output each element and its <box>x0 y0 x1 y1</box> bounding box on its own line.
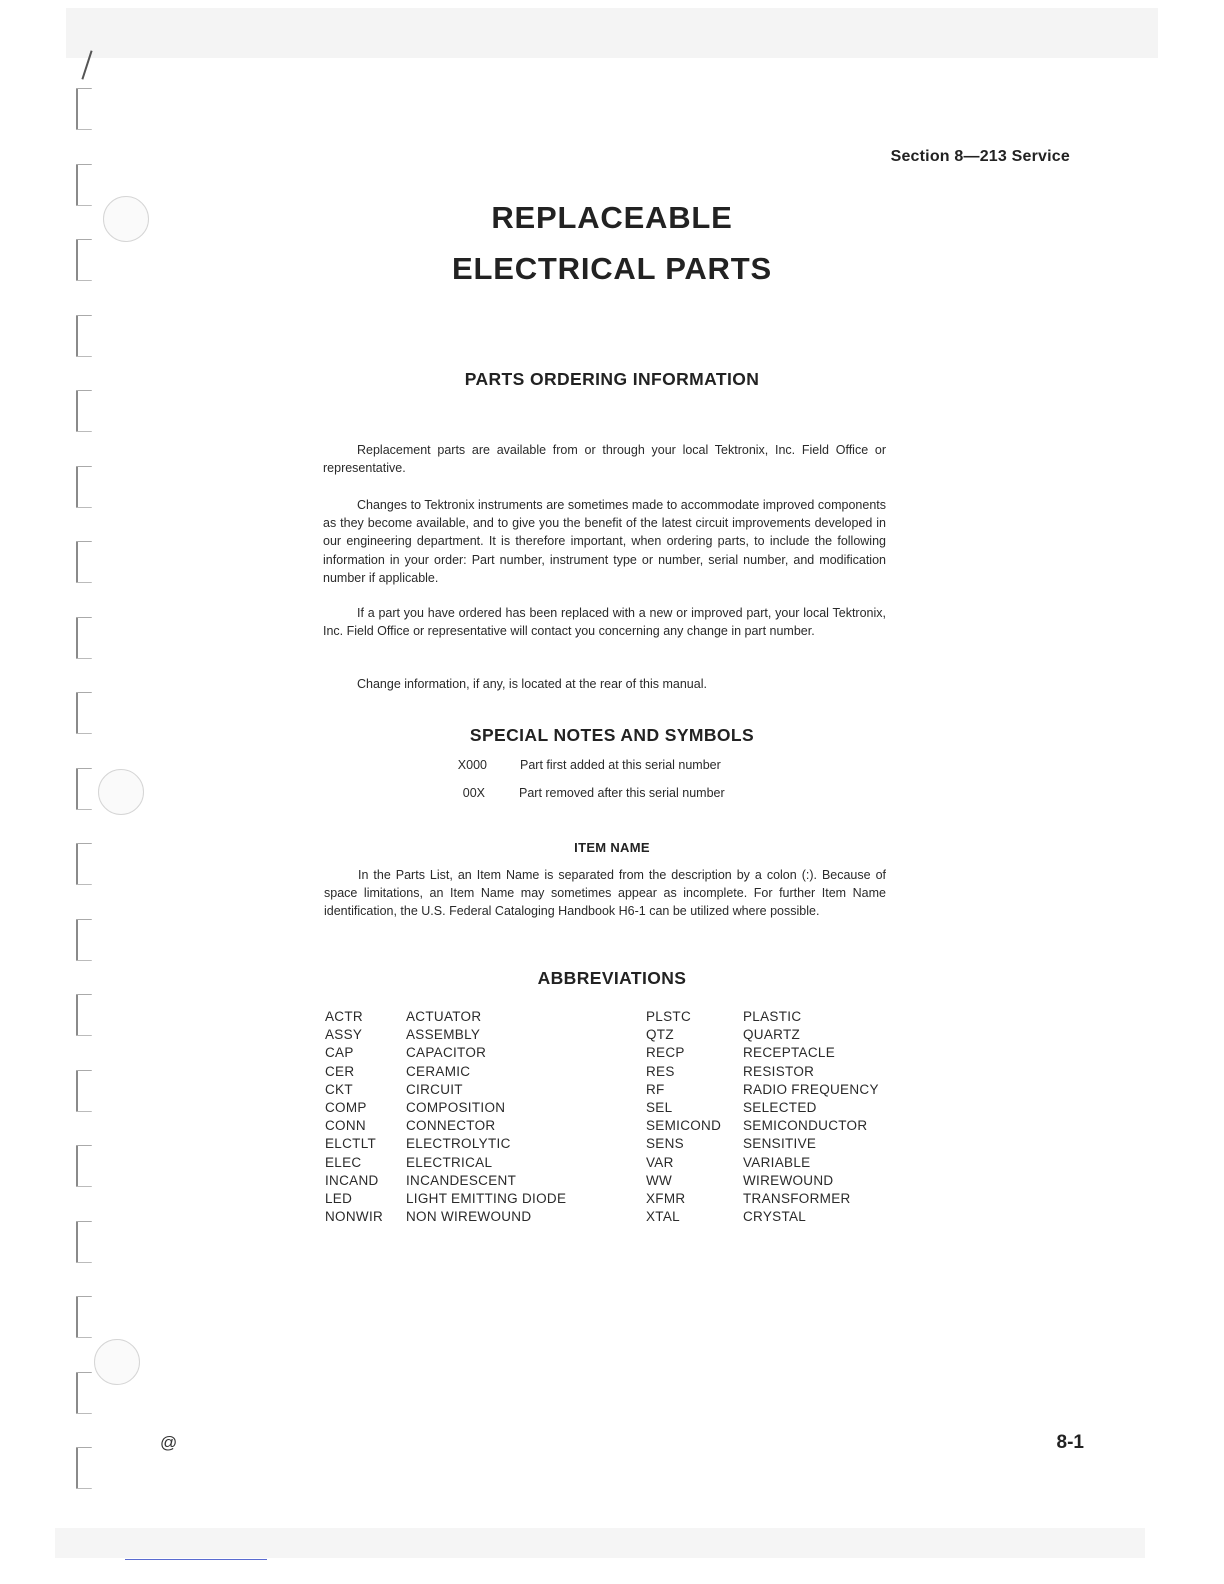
abbreviation-meaning: SEMICONDUCTOR <box>743 1118 868 1134</box>
abbreviation-row <box>325 1190 566 1208</box>
abbreviation-row <box>646 1026 879 1044</box>
abbreviation-meaning: INCANDESCENT <box>406 1172 517 1188</box>
abbreviation-meaning: VARIABLE <box>743 1154 811 1170</box>
abbreviation-row <box>325 1135 566 1153</box>
binder-slot <box>76 1372 92 1414</box>
abbreviation-row <box>646 1081 879 1099</box>
abbreviation-meaning: CAPACITOR <box>406 1045 487 1061</box>
abbreviation-meaning: ASSEMBLY <box>406 1027 481 1043</box>
binder-slot <box>76 390 92 432</box>
abbreviation-code: QTZ <box>646 1027 674 1043</box>
abbreviation-meaning: CRYSTAL <box>743 1209 807 1225</box>
abbreviation-meaning: ACTUATOR <box>406 1009 482 1024</box>
abbreviation-code: SEMICOND <box>646 1118 722 1134</box>
abbreviation-row <box>325 1208 566 1226</box>
notes-heading: SPECIAL NOTES AND SYMBOLS <box>469 725 755 745</box>
abbreviation-code: RF <box>646 1081 665 1097</box>
abbreviation-row <box>325 1063 566 1081</box>
abbreviations-left-column <box>325 1008 566 1226</box>
abbreviation-row <box>325 1172 566 1190</box>
scan-bottom-band <box>55 1528 1145 1558</box>
section-header: Section 8—213 Service <box>890 148 1070 165</box>
abbreviation-row <box>646 1172 879 1190</box>
abbreviation-meaning: PLASTIC <box>743 1009 802 1024</box>
abbreviation-row <box>646 1135 879 1153</box>
abbreviation-row <box>646 1044 879 1062</box>
abbreviation-code: ELEC <box>325 1154 362 1170</box>
abbreviation-code: SEL <box>646 1099 673 1115</box>
abbreviation-code: CER <box>325 1063 355 1079</box>
abbreviation-code: ELCTLT <box>325 1136 377 1152</box>
symbol-code: 00X <box>462 786 485 800</box>
abbreviation-meaning: RECEPTACLE <box>743 1045 836 1061</box>
abbreviation-row <box>325 1044 566 1062</box>
abbreviation-meaning: CERAMIC <box>406 1063 471 1079</box>
binder-slot <box>76 617 92 659</box>
ordering-paragraph-4: Change information, if any, is located at the rear of this manual. <box>357 677 707 691</box>
binder-slot <box>76 1145 92 1187</box>
abbreviation-meaning: ELECTRICAL <box>406 1154 493 1170</box>
page-title-line-2: ELECTRICAL PARTS <box>452 251 772 286</box>
symbol-code: X000 <box>457 758 487 772</box>
binder-slot <box>76 1070 92 1112</box>
abbreviation-meaning: CONNECTOR <box>406 1118 496 1134</box>
abbreviation-code: LED <box>325 1190 353 1206</box>
abbreviation-meaning: CIRCUIT <box>406 1081 463 1097</box>
publisher-mark: @ <box>160 1433 178 1452</box>
item-name-heading: ITEM NAME <box>574 840 650 855</box>
binder-slot <box>76 466 92 508</box>
binder-slot <box>76 994 92 1036</box>
scan-top-band <box>66 8 1158 58</box>
abbreviation-row <box>325 1099 566 1117</box>
abbreviation-code: WW <box>646 1172 673 1188</box>
abbreviation-row <box>646 1117 879 1135</box>
punch-hole-bottom <box>94 1339 140 1385</box>
abbreviation-code: CAP <box>325 1045 354 1061</box>
scan-bottom-line <box>125 1559 267 1560</box>
abbreviation-code: RES <box>646 1063 675 1079</box>
abbreviation-code: CKT <box>325 1081 353 1097</box>
binder-slot <box>76 1447 92 1489</box>
abbreviation-meaning: RESISTOR <box>743 1063 815 1079</box>
abbreviation-code: ASSY <box>325 1027 363 1043</box>
binder-slot <box>76 1296 92 1338</box>
abbreviation-code: NONWIR <box>325 1209 384 1225</box>
abbreviation-meaning: TRANSFORMER <box>743 1190 851 1206</box>
binder-slot <box>76 768 92 810</box>
abbreviation-row <box>646 1154 879 1172</box>
ordering-paragraph-2: Changes to Tektronix instruments are sometimes made to accommodate improved components as they become available, and to give you the benefit of the latest circuit improvements developed in our engineering department. It is therefore important, when ordering parts, to include the following information in your order: Part number, instrument type or number, serial number, and modification number if applicable. <box>323 498 886 585</box>
abbreviation-meaning: RADIO FREQUENCY <box>743 1081 879 1097</box>
abbreviation-row <box>325 1026 566 1044</box>
binder-slot <box>76 1221 92 1263</box>
abbreviation-code: CONN <box>325 1118 366 1134</box>
page-title-line-1: REPLACEABLE <box>491 200 733 235</box>
ordering-paragraph-3: If a part you have ordered has been replaced with a new or improved part, your local Tektronix, Inc. Field Office or representative will contact you concerning any change in part number. <box>323 606 886 639</box>
binder-slot <box>76 541 92 583</box>
abbreviation-meaning: LIGHT EMITTING DIODE <box>406 1190 567 1206</box>
binder-slot <box>76 88 92 130</box>
abbreviations-right-column <box>646 1008 879 1226</box>
page-number: 8-1 <box>1056 1432 1084 1453</box>
abbreviation-row <box>646 1190 879 1208</box>
punch-hole-middle <box>98 769 144 815</box>
symbol-description: Part first added at this serial number <box>520 758 721 772</box>
abbreviation-row <box>325 1117 566 1135</box>
abbreviation-row <box>646 1099 879 1117</box>
abbreviation-code: RECP <box>646 1045 685 1061</box>
abbreviation-code: XFMR <box>646 1190 686 1206</box>
abbreviation-row <box>646 1208 879 1226</box>
ordering-heading: PARTS ORDERING INFORMATION <box>464 369 760 389</box>
binder-slot <box>76 919 92 961</box>
binder-slot <box>76 315 92 357</box>
abbreviation-code: ACTR <box>325 1009 363 1024</box>
abbreviation-meaning: WIREWOUND <box>743 1172 834 1188</box>
abbreviation-row <box>325 1081 566 1099</box>
abbreviation-meaning: SELECTED <box>743 1099 817 1115</box>
abbreviation-row <box>646 1063 879 1081</box>
abbreviation-meaning: QUARTZ <box>743 1027 801 1043</box>
abbreviation-meaning: ELECTROLYTIC <box>406 1136 511 1152</box>
abbreviation-row <box>325 1008 566 1026</box>
abbreviations-heading: ABBREVIATIONS <box>537 968 687 988</box>
abbreviation-code: SENS <box>646 1136 684 1152</box>
ordering-paragraph-1: Replacement parts are available from or through your local Tektronix, Inc. Field Office or representative. <box>323 443 886 476</box>
abbreviation-meaning: NON WIREWOUND <box>406 1209 532 1225</box>
abbreviation-code: XTAL <box>646 1209 680 1225</box>
abbreviation-code: PLSTC <box>646 1009 692 1024</box>
abbreviation-meaning: COMPOSITION <box>406 1099 506 1115</box>
abbreviation-meaning: SENSITIVE <box>743 1136 817 1152</box>
abbreviation-code: VAR <box>646 1154 674 1170</box>
abbreviation-code: INCAND <box>325 1172 379 1188</box>
symbol-description: Part removed after this serial number <box>519 786 725 800</box>
abbreviation-row <box>325 1154 566 1172</box>
item-name-paragraph: In the Parts List, an Item Name is separated from the description by a colon (:). Because of space limitations, an Item Name may sometimes appear as incomplete. For further Item Name identification, the U.S. Federal Cataloging Handbook H6-1 can be utilized where possible. <box>324 868 886 919</box>
abbreviation-row <box>646 1008 879 1026</box>
abbreviation-code: COMP <box>325 1099 367 1115</box>
